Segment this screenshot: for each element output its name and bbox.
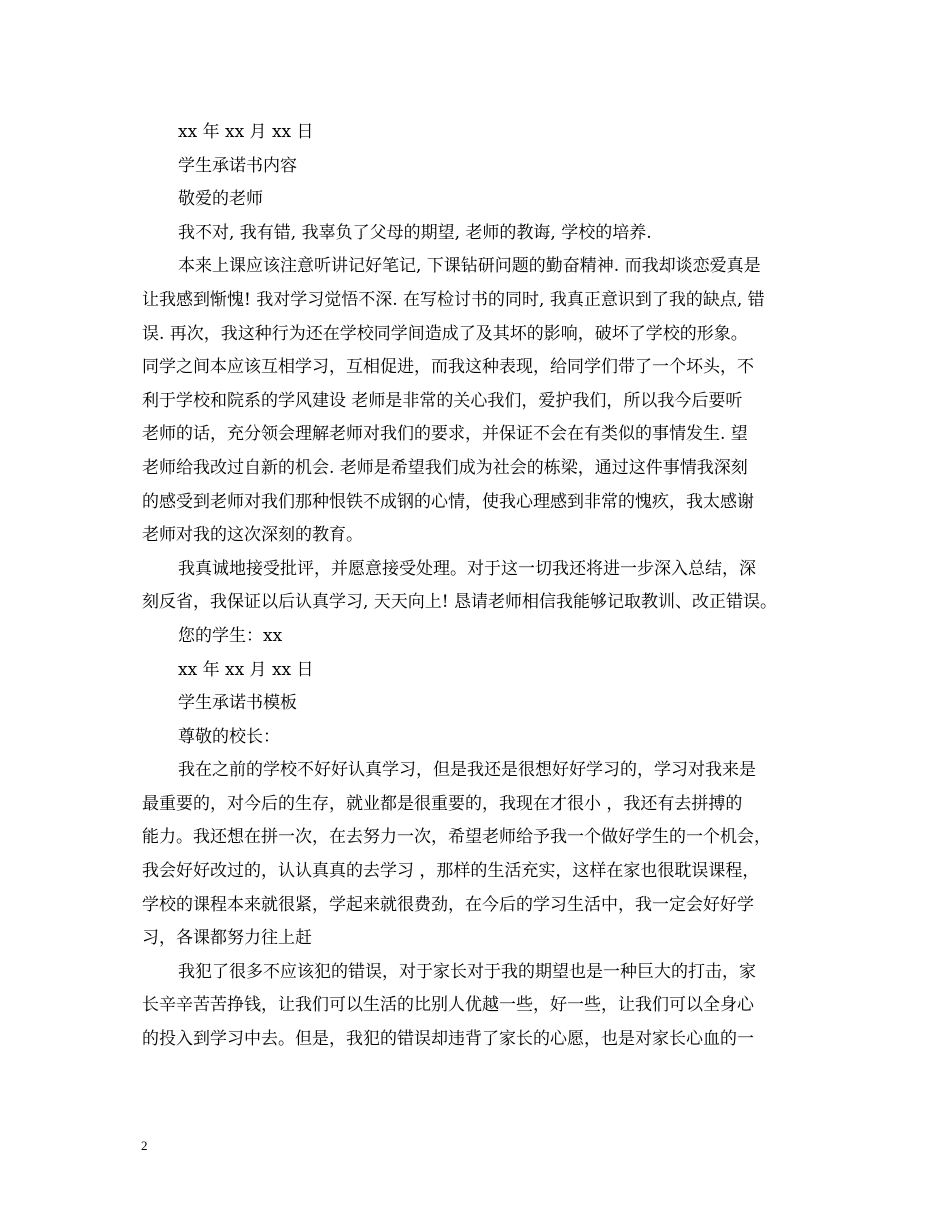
text-line: 您的学生：xx (178, 625, 283, 646)
text-line: 我不对, 我有错, 我辜负了父母的期望, 老师的教诲, 学校的培养. (178, 222, 652, 243)
text-line: 能力。我还想在拼一次，在去努力一次，希望老师给予我一个做好学生的一个机会， (142, 827, 771, 848)
text-line: 老师给我改过自新的机会. 老师是希望我们成为社会的栋梁，通过这件事情我深刻 (142, 457, 748, 478)
text-line: 敬爱的老师 (178, 189, 263, 210)
text-line: 误. 再次，我这种行为还在学校同学间造成了及其坏的影响，破坏了学校的形象。 (142, 323, 748, 344)
text-line: 让我感到惭愧! 我对学习觉悟不深. 在写检讨书的同时, 我真正意识到了我的缺点, 错 (142, 289, 765, 310)
text-line: 学校的课程本来就很紧，学起来就很费劲，在今后的学习生活中，我一定会好好学 (142, 894, 754, 915)
text-line: 我会好好改过的，认认真真的去学习 ，那样的生活充实，这样在家也很耽误课程， (142, 861, 760, 882)
text-line: 尊敬的校长： (178, 726, 280, 747)
text-line: 学生承诺书内容 (178, 155, 297, 176)
text-line: 我真诚地接受批评，并愿意接受处理。对于这一切我还将进一步深入总结，深 (178, 558, 756, 579)
text-line: 学生承诺书模板 (178, 693, 297, 714)
document-body (142, 116, 812, 1057)
text-line: 我犯了很多不应该犯的错误，对于家长对于我的期望也是一种巨大的打击，家 (178, 961, 756, 982)
text-line: xx 年 xx 月 xx 日 (178, 659, 314, 680)
text-line: 的投入到学习中去。但是，我犯的错误却违背了家长的心愿，也是对家长心血的一 (142, 1029, 754, 1050)
text-line: 最重要的，对今后的生存，就业都是很重要的，我现在才很小 ，我还有去拼搏的 (142, 793, 743, 814)
page-number: 2 (141, 1138, 148, 1153)
text-line: 我在之前的学校不好好认真学习，但是我还是很想好好学习的，学习对我来是 (178, 760, 756, 781)
text-line: 习，各课都努力往上赶 (142, 928, 312, 949)
text-line: 老师的话，充分领会理解老师对我们的要求，并保证不会在有类似的事情发生. 望 (142, 424, 748, 445)
text-line: 本来上课应该注意听讲记好笔记, 下课钻研问题的勤奋精神. 而我却谈恋爱真是 (178, 256, 761, 277)
text-line: xx 年 xx 月 xx 日 (178, 122, 314, 142)
text-line: 利于学校和院系的学风建设 老师是非常的关心我们，爱护我们，所以我今后要听 (142, 390, 743, 411)
text-line: 长辛辛苦苦挣钱，让我们可以生活的比别人优越一些，好一些，让我们可以全身心 (142, 995, 754, 1016)
text-line: 的感受到老师对我们那种恨铁不成钢的心情，使我心理感到非常的愧疚，我太感谢 (142, 491, 754, 512)
text-line: 刻反省，我保证以后认真学习, 天天向上! 恳请老师相信我能够记取教训、改正错误。 (142, 592, 778, 613)
text-line: 同学之间本应该互相学习，互相促进，而我这种表现，给同学们带了一个坏头，不 (142, 357, 754, 378)
text-line: 老师对我的这次深刻的教育。 (142, 525, 363, 546)
